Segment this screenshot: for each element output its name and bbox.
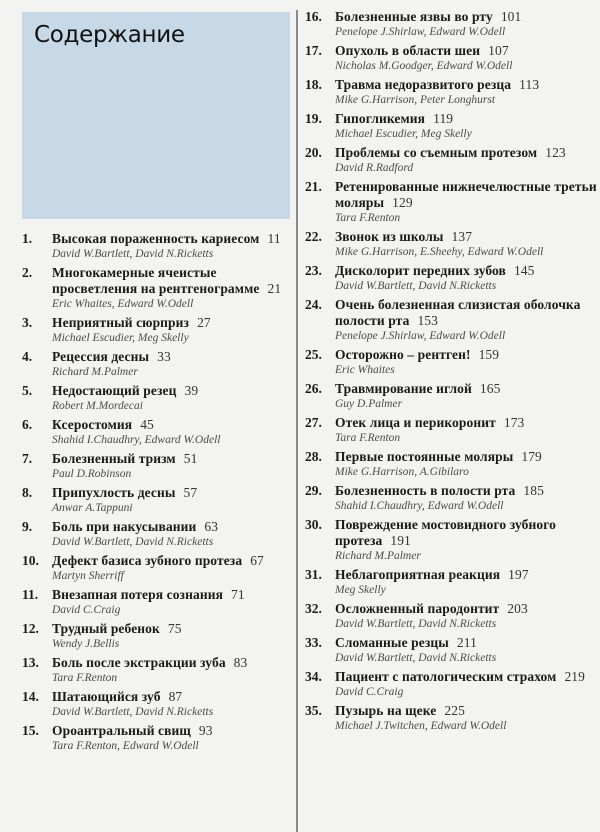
toc-entry[interactable] [305, 347, 597, 377]
entry-authors: Richard M.Palmer [335, 550, 421, 562]
entry-authors: Shahid I.Chaudhry, Edward W.Odell [335, 500, 504, 512]
toc-entry[interactable] [22, 349, 290, 379]
entry-number: 27. [305, 415, 322, 430]
toc-entry[interactable] [22, 587, 290, 617]
entry-page-number: 71 [230, 587, 245, 602]
entry-number: 19. [305, 111, 322, 126]
entry-number: 3. [22, 315, 33, 330]
entry-authors: Mike G.Harrison, A.Gibilaro [335, 466, 469, 478]
toc-entry[interactable] [22, 621, 290, 651]
entry-number: 9. [22, 519, 33, 534]
entry-page-number: 197 [508, 567, 529, 582]
entry-page-number: 63 [204, 519, 219, 534]
entry-title-line [52, 587, 290, 603]
entry-page-number: 33 [157, 349, 171, 364]
entry-title: Сломанные резцы [335, 635, 449, 650]
entry-title-line [335, 669, 597, 685]
entry-authors: Eric Whaites, Edward W.Odell [52, 298, 194, 310]
entry-title: Шатающийся зуб [52, 689, 161, 704]
entry-page-number: 203 [507, 601, 528, 616]
toc-entry[interactable] [305, 483, 597, 513]
entry-title: Припухлость десны [52, 485, 176, 500]
entry-title: Очень болезненная слизистая оболочка полости рта [335, 297, 581, 328]
entry-title-line [335, 449, 597, 465]
entry-authors: Tara F.Renton [335, 212, 401, 224]
entry-number: 6. [22, 417, 33, 432]
entry-authors: Nicholas M.Goodger, Edward W.Odell [335, 60, 513, 72]
entry-title-line [52, 451, 290, 467]
entry-title-line [52, 723, 290, 739]
entry-title-line [52, 231, 290, 247]
entry-authors: Penelope J.Shirlaw, Edward W.Odell [335, 26, 506, 38]
entry-number: 29. [305, 483, 322, 498]
toc-entry[interactable] [305, 381, 597, 411]
entry-number: 17. [305, 43, 322, 58]
entry-title-line [335, 517, 597, 549]
entry-number: 24. [305, 297, 322, 312]
entry-title-line [52, 417, 290, 433]
entry-number: 21. [305, 179, 322, 194]
entry-title-line [52, 689, 290, 705]
entry-title: Травма недоразвитого резца [335, 77, 512, 92]
entry-number: 16. [305, 9, 322, 24]
heading-box [22, 12, 290, 219]
toc-entry[interactable] [305, 43, 597, 73]
entry-page-number: 165 [479, 381, 501, 396]
entry-authors: Guy D.Palmer [335, 398, 403, 410]
toc-entry[interactable] [22, 689, 290, 719]
entry-page-number: 107 [488, 43, 509, 58]
entry-authors: Eric Whaites [335, 364, 395, 376]
toc-entry[interactable] [305, 415, 597, 445]
toc-entry[interactable] [305, 601, 597, 631]
entry-title-line [52, 485, 290, 501]
toc-entry[interactable] [305, 77, 597, 107]
entry-authors: David W.Bartlett, David N.Ricketts [335, 280, 497, 292]
toc-entry[interactable] [305, 229, 597, 259]
entry-title: Ороантральный свищ [52, 723, 191, 738]
entry-title-line [335, 9, 597, 25]
toc-entry[interactable] [305, 567, 597, 597]
entry-title-line [335, 179, 597, 211]
toc-entry[interactable] [22, 265, 290, 311]
entry-page-number: 219 [564, 669, 586, 684]
entry-title-line [335, 415, 597, 431]
entry-page-number: 185 [523, 483, 544, 498]
entry-number: 12. [22, 621, 39, 636]
entry-number: 32. [305, 601, 322, 616]
entry-page-number: 137 [451, 229, 473, 244]
entry-title-line [335, 111, 597, 127]
entry-title: Болезненные язвы во рту [335, 9, 493, 24]
entry-authors: David W.Bartlett, David N.Ricketts [52, 536, 214, 548]
entry-page-number: 119 [433, 111, 454, 126]
entry-title: Первые постоянные моляры [335, 449, 514, 464]
entry-authors: Tara F.Renton [335, 432, 401, 444]
entry-title: Осложненный пародонтит [335, 601, 500, 616]
entry-number: 13. [22, 655, 39, 670]
entry-title: Боль при накусывании [52, 519, 197, 534]
entry-title-line [335, 703, 597, 719]
entry-page-number: 67 [250, 553, 264, 568]
toc-entry[interactable] [305, 449, 597, 479]
entry-page-number: 225 [444, 703, 465, 718]
entry-number: 8. [22, 485, 33, 500]
entry-title-line [335, 483, 597, 499]
entry-title: Осторожно – рентген! [335, 347, 471, 362]
toc-entry[interactable] [305, 111, 597, 141]
entry-page-number: 159 [478, 347, 500, 362]
entry-authors: Martyn Sherriff [52, 570, 124, 582]
entry-title: Ксеростомия [52, 417, 133, 432]
entry-page-number: 129 [392, 195, 413, 210]
entry-authors: Tara F.Renton, Edward W.Odell [52, 740, 199, 752]
entry-title: Гипогликемия [335, 111, 426, 126]
entry-page-number: 173 [503, 415, 525, 430]
entry-page-number: 101 [500, 9, 522, 24]
entry-authors: David W.Bartlett, David N.Ricketts [335, 652, 497, 664]
entry-title: Недостающий резец [52, 383, 177, 398]
entry-page-number: 27 [197, 315, 211, 330]
entry-number: 10. [22, 553, 39, 568]
entry-authors: Paul D.Robinson [52, 468, 132, 480]
entry-title-line [335, 635, 597, 651]
toc-entry[interactable] [305, 669, 597, 699]
entry-authors: David W.Bartlett, David N.Ricketts [52, 248, 214, 260]
entry-title-line [335, 229, 597, 245]
entry-page-number: 191 [390, 533, 411, 548]
entry-page-number: 179 [521, 449, 542, 464]
entry-authors: David W.Bartlett, David N.Ricketts [52, 706, 214, 718]
toc-column-right [305, 9, 597, 737]
entry-page-number: 75 [167, 621, 182, 636]
entry-title-line [335, 347, 597, 363]
page-title: Содержание [34, 22, 185, 48]
entry-title: Пузырь на щеке [335, 703, 437, 718]
toc-entry[interactable] [305, 263, 597, 293]
entry-title-line [335, 297, 597, 329]
entry-title: Повреждение мостовидного зубного протеза [335, 517, 556, 548]
toc-entry[interactable] [22, 417, 290, 447]
entry-title: Дефект базиса зубного протеза [52, 553, 243, 568]
entry-number: 7. [22, 451, 33, 466]
entry-title: Высокая пораженность кариесом [52, 231, 260, 246]
entry-page-number: 87 [168, 689, 183, 704]
entry-title: Отек лица и перикоронит [335, 415, 496, 430]
entry-page-number: 21 [267, 281, 282, 296]
entry-number: 35. [305, 703, 322, 718]
toc-entry[interactable] [305, 635, 597, 665]
entry-page-number: 45 [140, 417, 154, 432]
entry-page-number: 93 [198, 723, 213, 738]
entry-authors: David C.Craig [52, 604, 121, 616]
entry-number: 33. [305, 635, 322, 650]
toc-entry[interactable] [305, 179, 597, 225]
toc-entry[interactable] [305, 145, 597, 175]
entry-title: Неприятный сюрприз [52, 315, 190, 330]
entry-title-line [52, 621, 290, 637]
entry-title-line [52, 383, 290, 399]
entry-authors: Mike G.Harrison, Peter Longhurst [335, 94, 496, 106]
entry-number: 34. [305, 669, 322, 684]
entry-title-line [335, 567, 597, 583]
entry-title: Травмирование иглой [335, 381, 472, 396]
entry-title: Пациент с патологическим страхом [335, 669, 557, 684]
entry-number: 1. [22, 231, 33, 246]
entry-title-line [335, 43, 597, 59]
entry-title: Ретенированные нижнечелюстные третьи моляры [335, 179, 597, 210]
entry-number: 28. [305, 449, 322, 464]
entry-authors: Penelope J.Shirlaw, Edward W.Odell [335, 330, 506, 342]
entry-number: 2. [22, 265, 33, 280]
entry-page-number: 83 [233, 655, 248, 670]
toc-entry[interactable] [305, 703, 597, 733]
entry-page-number: 123 [545, 145, 566, 160]
entry-authors: Tara F.Renton [52, 672, 118, 684]
entry-title: Трудный ребенок [52, 621, 160, 636]
entry-title-line [335, 263, 597, 279]
entry-title-line [335, 381, 597, 397]
toc-entry[interactable] [22, 315, 290, 345]
toc-entry[interactable] [22, 485, 290, 515]
entry-title: Болезненность в полости рта [335, 483, 516, 498]
entry-authors: Richard M.Palmer [52, 366, 138, 378]
toc-entry[interactable] [305, 9, 597, 39]
toc-entry[interactable] [22, 451, 290, 481]
entry-number: 25. [305, 347, 322, 362]
entry-authors: Mike G.Harrison, E.Sheehy, Edward W.Odell [335, 246, 544, 258]
toc-entry[interactable] [305, 297, 597, 343]
entry-number: 20. [305, 145, 322, 160]
entry-title: Неблагоприятная реакция [335, 567, 501, 582]
entry-page-number: 211 [456, 635, 477, 650]
column-divider [296, 10, 298, 832]
entry-number: 11. [22, 587, 39, 602]
entry-authors: David C.Craig [335, 686, 404, 698]
entry-page-number: 113 [519, 77, 540, 92]
entry-title: Рецессия десны [52, 349, 150, 364]
entry-authors: Michael J.Twitchen, Edward W.Odell [335, 720, 507, 732]
entry-number: 31. [305, 567, 322, 582]
entry-authors: Robert M.Mordecai [52, 400, 143, 412]
entry-title-line [52, 519, 290, 535]
entry-number: 15. [22, 723, 39, 738]
entry-title-line [52, 315, 290, 331]
toc-column-left [22, 231, 290, 757]
entry-title: Проблемы со съемным протезом [335, 145, 538, 160]
entry-title: Болезненный тризм [52, 451, 176, 466]
entry-page-number: 51 [183, 451, 198, 466]
entry-title-line [335, 145, 597, 161]
entry-page-number: 11 [267, 231, 281, 246]
entry-title: Внезапная потеря сознания [52, 587, 223, 602]
entry-authors: Michael Escudier, Meg Skelly [335, 128, 472, 140]
entry-number: 18. [305, 77, 322, 92]
entry-authors: David W.Bartlett, David N.Ricketts [335, 618, 497, 630]
toc-entry[interactable] [22, 231, 290, 261]
entry-authors: Shahid I.Chaudhry, Edward W.Odell [52, 434, 221, 446]
entry-title-line [52, 655, 290, 671]
toc-entry[interactable] [305, 517, 597, 563]
toc-entry[interactable] [22, 553, 290, 583]
entry-number: 22. [305, 229, 322, 244]
toc-entry[interactable] [22, 519, 290, 549]
entry-page-number: 57 [183, 485, 198, 500]
toc-entry[interactable] [22, 723, 290, 753]
entry-title-line [52, 265, 290, 297]
entry-authors: Wendy J.Bellis [52, 638, 120, 650]
toc-entry[interactable] [22, 383, 290, 413]
entry-authors: Anwar A.Tappuni [52, 502, 133, 514]
entry-title: Многокамерные ячеистые просветления на рентгенограмме [52, 265, 260, 296]
entry-authors: Meg Skelly [335, 584, 386, 596]
entry-title: Дисколорит передних зубов [335, 263, 506, 278]
entry-page-number: 39 [184, 383, 199, 398]
entry-authors: Michael Escudier, Meg Skelly [52, 332, 189, 344]
entry-number: 30. [305, 517, 322, 532]
entry-number: 26. [305, 381, 322, 396]
entry-title: Боль после экстракции зуба [52, 655, 226, 670]
entry-number: 5. [22, 383, 33, 398]
entry-title-line [335, 601, 597, 617]
entry-title: Звонок из школы [335, 229, 444, 244]
entry-title-line [335, 77, 597, 93]
entry-title-line [52, 553, 290, 569]
toc-entry[interactable] [22, 655, 290, 685]
entry-number: 4. [22, 349, 33, 364]
entry-number: 14. [22, 689, 39, 704]
entry-title-line [52, 349, 290, 365]
entry-page-number: 153 [417, 313, 438, 328]
entry-page-number: 145 [513, 263, 535, 278]
entry-number: 23. [305, 263, 322, 278]
entry-authors: David R.Radford [335, 162, 414, 174]
entry-title: Опухоль в области шеи [335, 43, 481, 58]
